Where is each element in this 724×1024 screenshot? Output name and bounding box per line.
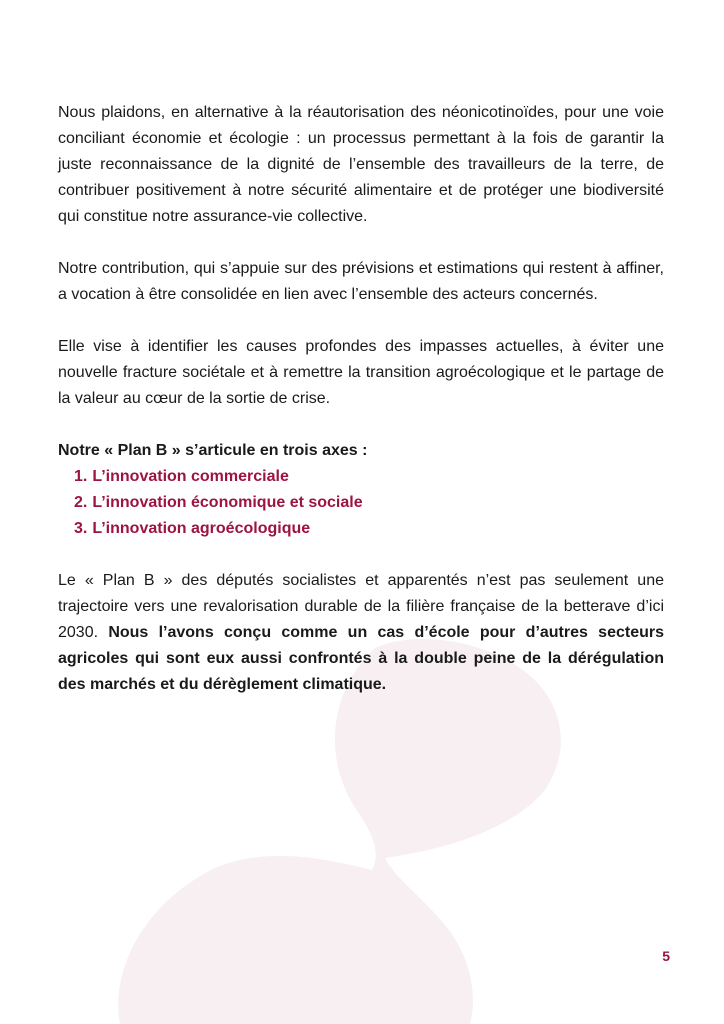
axis-label: L’innovation économique et sociale: [92, 494, 363, 511]
axis-label: L’innovation commerciale: [92, 468, 289, 485]
axis-label: L’innovation agroécologique: [92, 520, 311, 537]
page-content: [58, 100, 664, 698]
paragraph-contribution: Notre contribution, qui s’appuie sur des prévisions et estimations qui restent à affiner, a vocation à être consolidée en lien avec l’ensemble des acteurs concernés.: [58, 260, 664, 303]
closing-bold-text: Nous l’avons conçu comme un cas d’école pour d’autres secteurs agricoles qui sont eux aussi confrontés à la double peine de la dérégulation des marchés et du dérèglement climatique.: [58, 624, 665, 693]
paragraph-objectives: Elle vise à identifier les causes profondes des impasses actuelles, à éviter une nouvelle fracture sociétale et à remettre la transition agroécologique et le partage de la valeur au cœur de la sortie de crise.: [58, 338, 664, 407]
plan-b-title: Notre « Plan B » s’articule en trois axes :: [58, 442, 368, 459]
closing-text: Le « Plan B » des députés socialistes et apparentés n’est pas seulement une trajectoire vers une revalorisation durable de la filière française de la betterave d’ici 2030.: [58, 572, 664, 641]
axis-number: 1.: [74, 468, 88, 485]
axis-number: 3.: [74, 520, 88, 537]
paragraph-alternative: Nous plaidons, en alternative à la réautorisation des néonicotinoïdes, pour une voie conciliant économie et écologie : un processus permettant à la fois de garantir la juste reconnaissance de la dignité de l’ensemble des travailleurs de la terre, de contribuer positivement à notre sécurité alimentaire et de protéger une biodiversité qui constitue notre assurance-vie collective.: [58, 104, 664, 225]
plan-axis-item: [74, 490, 664, 516]
plan-axes-list: [58, 464, 664, 542]
axis-number: 2.: [74, 494, 88, 511]
plan-axis-item: [74, 516, 664, 542]
paragraph-closing: [58, 568, 664, 698]
plan-axis-item: [74, 464, 664, 490]
page-number: 5: [662, 948, 670, 964]
